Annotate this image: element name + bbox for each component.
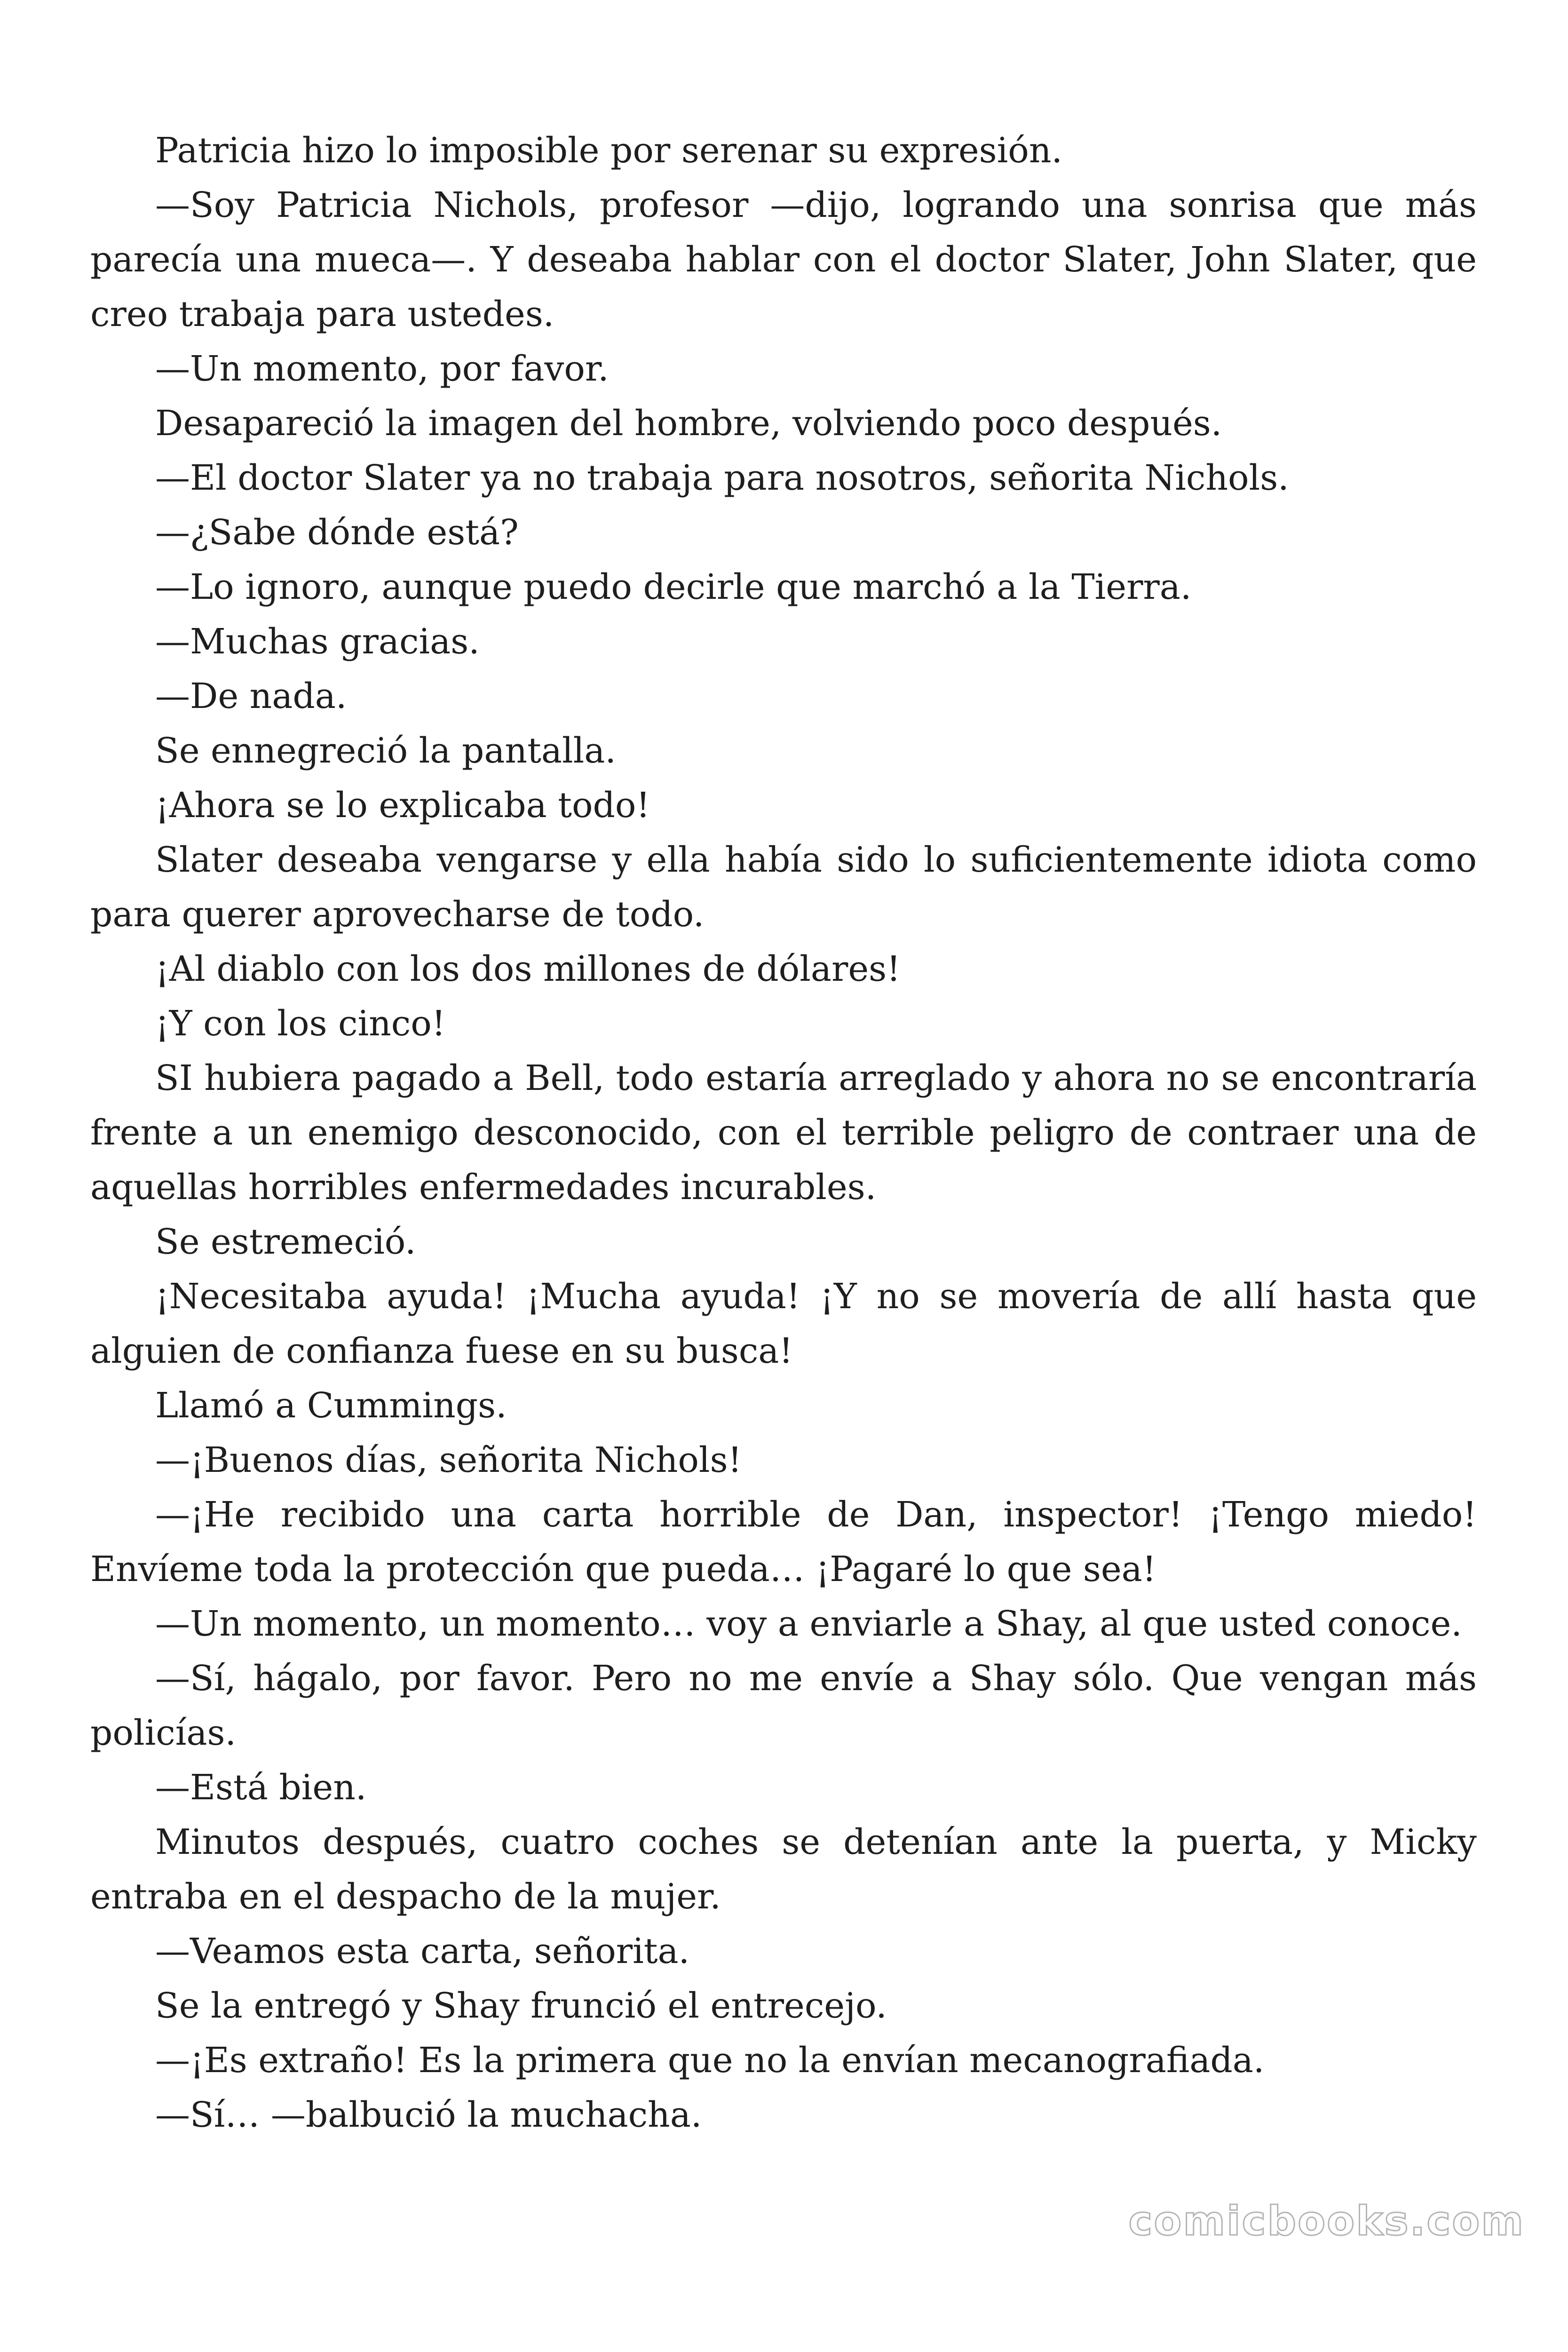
paragraph: —Un momento, un momento… voy a enviarle a Shay, al que usted conoce. — [155, 1604, 1462, 1644]
paragraph: —Veamos esta carta, señorita. — [155, 1931, 690, 1971]
paragraph: —Lo ignoro, aunque puedo decirle que marchó a la Tierra. — [155, 567, 1192, 607]
paragraph: Se estremeció. — [155, 1222, 416, 1262]
paragraph: —De nada. — [155, 676, 347, 716]
paragraph: —El doctor Slater ya no trabaja para nosotros, señorita Nichols. — [155, 458, 1289, 498]
paragraph: Desapareció la imagen del hombre, volviendo poco después. — [155, 403, 1222, 444]
paragraph: SI hubiera pagado a Bell, todo estaría arreglado y ahora no se encontraría frente a un enemigo desconocido, con el terrible peligro de contraer una de aquellas horribles enfermedades incurables. — [90, 1058, 1477, 1208]
paragraph: —¡Buenos días, señorita Nichols! — [155, 1440, 742, 1480]
paragraph: —Soy Patricia Nichols, profesor —dijo, logrando una sonrisa que más parecía una mueca—. Y deseaba hablar con el doctor Slater, John Slater, que creo trabaja para ustedes. — [90, 185, 1477, 334]
paragraph: Patricia hizo lo imposible por serenar su expresión. — [155, 130, 1063, 171]
paragraph: —¡He recibido una carta horrible de Dan, inspector! ¡Tengo miedo! Envíeme toda la protección que pueda… ¡Pagaré lo que sea! — [90, 1494, 1477, 1589]
page-text — [90, 123, 1477, 2142]
paragraph: Llamó a Cummings. — [155, 1385, 507, 1426]
paragraph: Slater deseaba vengarse y ella había sido lo suficientemente idiota como para querer aprovecharse de todo. — [90, 840, 1477, 935]
paragraph: —Está bien. — [155, 1767, 367, 1808]
paragraph: ¡Necesitaba ayuda! ¡Mucha ayuda! ¡Y no se movería de allí hasta que alguien de confianza fuese en su busca! — [90, 1276, 1477, 1371]
paragraph: Se la entregó y Shay frunció el entrecejo. — [155, 1986, 887, 2026]
paragraph: —Sí, hágalo, por favor. Pero no me envíe a Shay sólo. Que vengan más policías. — [90, 1658, 1477, 1753]
paragraph: Se ennegreció la pantalla. — [155, 731, 616, 771]
paragraph: ¡Al diablo con los dos millones de dólares! — [155, 949, 901, 989]
paragraph: Minutos después, cuatro coches se detenían ante la puerta, y Micky entraba en el despacho de la mujer. — [90, 1822, 1477, 1917]
paragraph: —¡Es extraño! Es la primera que no la envían mecanografiada. — [155, 2040, 1265, 2081]
watermark: comicbooks.com — [1128, 2198, 1525, 2245]
paragraph: ¡Ahora se lo explicaba todo! — [155, 785, 650, 826]
paragraph: —Un momento, por favor. — [155, 349, 609, 389]
paragraph: —¿Sabe dónde está? — [155, 512, 519, 553]
paragraph: —Sí… —balbució la muchacha. — [155, 2095, 702, 2135]
paragraph: ¡Y con los cinco! — [155, 1003, 446, 1044]
paragraph: —Muchas gracias. — [155, 621, 480, 662]
